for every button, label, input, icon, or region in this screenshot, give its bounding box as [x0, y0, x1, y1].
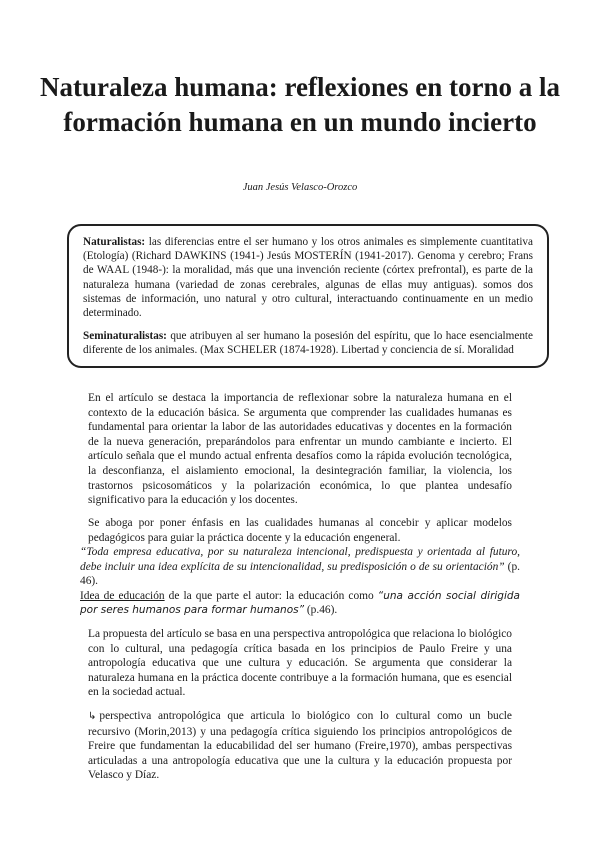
summary-paragraph-2: Se aboga por poner énfasis en las cualidades humanas al concebir y aplicar modelos pedagógicos para guiar la práctica docente y la educación engeneral.: [88, 517, 512, 544]
idea-quote: “una acción social dirigida por seres humanos para formar humanos”: [80, 589, 520, 617]
quote-block: [80, 545, 520, 618]
paragraph-4-text: perspectiva antropológica que articula lo biológico con lo cultural como un bucle recursivo (Morin,2013) y una pedagogía crítica siguiendo los principios antropológicos de Freire que fundamentan la educabilidad del ser humano (Freire,1970), ambas perspectivas articuladas a una antropología educativa que une la cultura y la educación propuesta por Velasco y Díaz.: [88, 710, 512, 782]
idea-text: de la que parte el autor: la educación como: [164, 589, 378, 602]
arrow-bullet-icon: ↳: [88, 711, 97, 722]
quote-ref: (p. 46).: [80, 560, 520, 588]
document-title: Naturaleza humana: reflexiones en torno a la formación humana en un mundo incierto: [40, 72, 560, 137]
idea-ref: (p.46).: [304, 604, 338, 617]
summary-paragraph-3: La propuesta del artículo se basa en una perspectiva antropológica que relaciona lo biológico con lo cultural, una pedagogía crítica basada en los principios de Paulo Freire y una antropología educativa que une cultura y educación. Se argumenta que considerar la naturaleza humana en la práctica docente contribuye a la formación humana, que es esencial en la sociedad actual.: [88, 628, 512, 699]
definitions-box: [67, 224, 549, 368]
seminaturalistas-text: que atribuyen al ser humano la posesión del espíritu, que lo hace esencialmente diferente de los animales. (Max SCHELER (1874-1928). Libertad y conciencia de sí. Moralidad: [83, 330, 533, 357]
summary-paragraph-4: [88, 709, 512, 783]
seminaturalistas-paragraph: [83, 329, 533, 357]
educational-quote: [80, 545, 520, 589]
idea-paragraph: [80, 589, 520, 618]
author-name: Juan Jesús Velasco-Orozco: [242, 182, 358, 193]
naturalistas-label: Naturalistas:: [83, 236, 146, 248]
naturalistas-paragraph: [83, 235, 533, 320]
idea-label: Idea de educación: [80, 589, 165, 602]
seminaturalistas-label: Seminaturalistas:: [83, 330, 167, 343]
naturalistas-text: las diferencias entre el ser humano y los otros animales es simplemente cuantitativa (Etología) (Richard DAWKINS (1941-) Jesús MOSTERÍN (1941-2017). Genoma y cerebro; Frans de WAAL (1948-): la moralidad, más que una invención reciente (córtex prefrontal), es parte de la naturaleza humana (variedad de zonas cerebrales, algunas de ellas muy antiguas). somos dos sistemas de información, uno natural y otro cultural, interactuando continuamente en un medio determinado.: [83, 236, 533, 320]
summary-paragraph-1: En el artículo se destaca la importancia de reflexionar sobre la naturaleza humana en el contexto de la educación básica. Se argumenta que comprender las cualidades humanas es fundamental para orientar la labor de las autoridades educativas y docentes en la formación de la nueva generación, preparándolos para enfrentar un mundo cambiante e incierto. El artículo señala que el mundo actual enfrenta desafíos como la rápida evolución tecnológica, la desconfianza, el aislamiento emocional, la desintegración familiar, la violencia, los trastornos psicosomáticos y la polarización económica, lo que plantea undesafío significativo para la educación y los docentes.: [88, 392, 512, 507]
quote-text: “Toda empresa educativa, por su naturaleza intencional, predispuesta y orientada al futuro, debe incluir una idea explícita de su intencionalidad, su predisposición o de su orientación”: [80, 546, 520, 573]
